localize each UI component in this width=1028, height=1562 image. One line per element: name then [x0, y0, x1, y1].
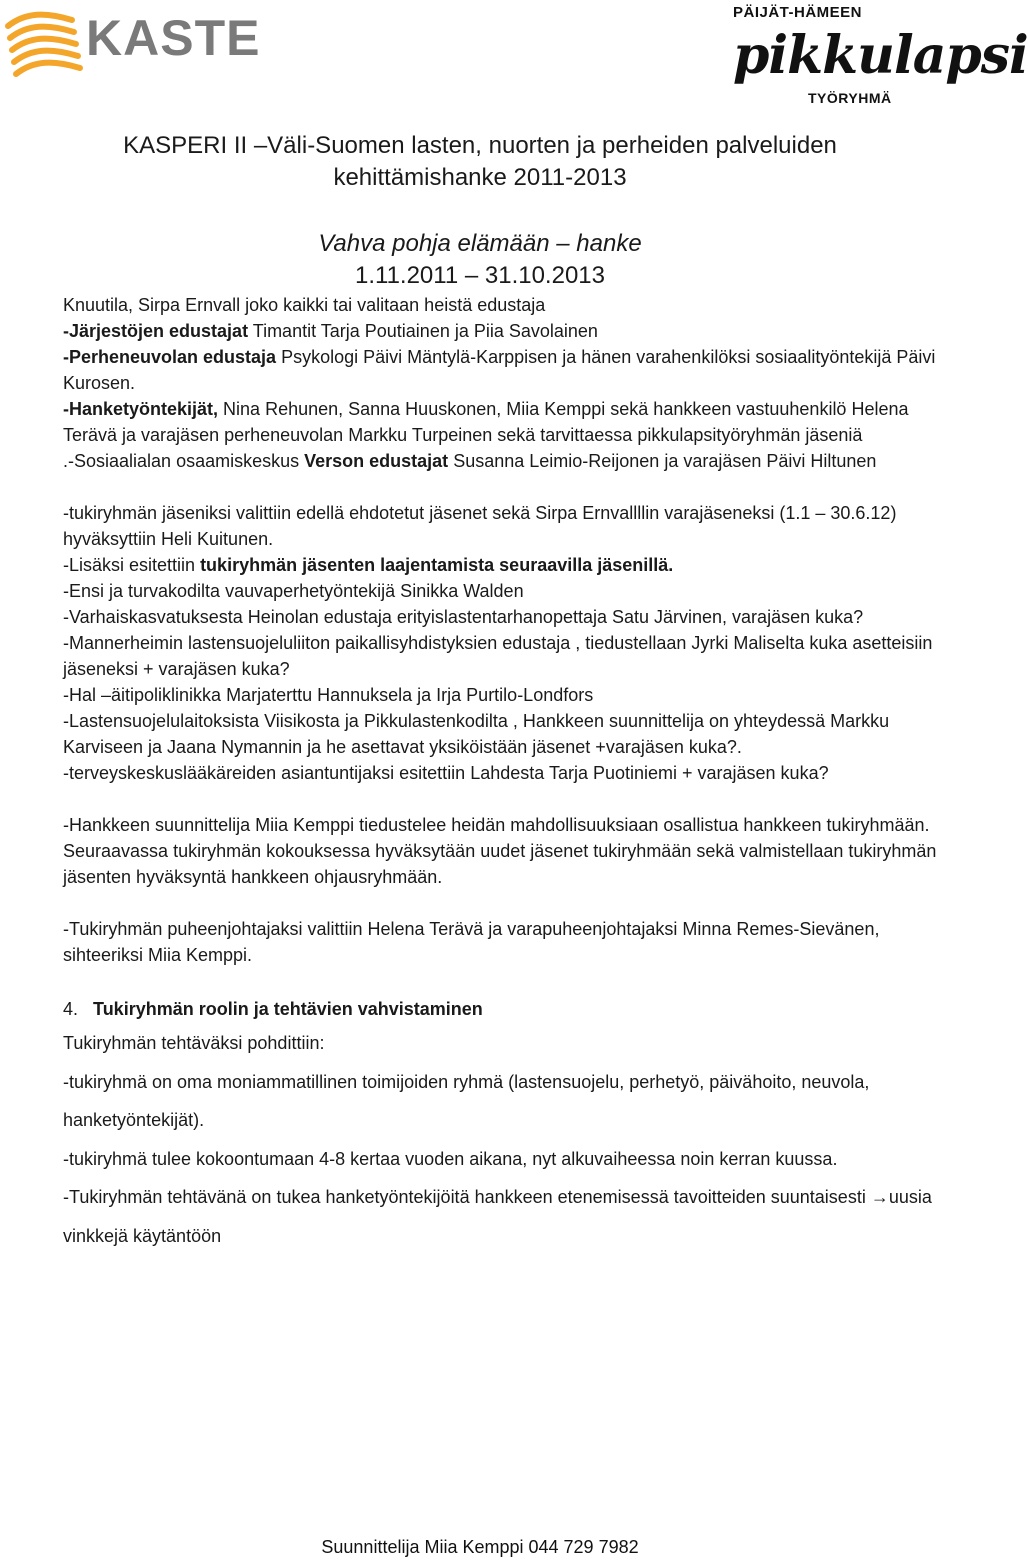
paragraph-text: Susanna Leimio-Reijonen ja varajäsen Päivi Hiltunen [448, 451, 877, 471]
paragraph: Tukiryhmän tehtäväksi pohdittiin: [63, 1033, 325, 1053]
paragraph-text: Nina Rehunen, Sanna Huuskonen, Miia Kemppi sekä hankkeen vastuuhenkilö Helena Terävä ja varajäsen perheneuvolan Markku Turpeinen sekä tarvittaessa pikkulapsityöryhmän jäseniä [63, 399, 909, 445]
bold-label: -Perheneuvolan edustaja [63, 347, 277, 367]
paragraph: -Hal –äitipoliklinikka Marjaterttu Hannuksela ja Irja Purtilo-Londfors [63, 685, 594, 705]
document-body [63, 292, 953, 1255]
paragraph: -Mannerheimin lastensuojeluliiton paikallisyhdistyksien edustaja , tiedustellaan Jyrki Maliselta kuka asetteisiin jäseneksi + varajäsen kuka? [63, 633, 933, 679]
list-item: -tukiryhmä tulee kokoontumaan 4-8 kertaa vuoden aikana, nyt alkuvaiheessa noin kerran kuussa. [63, 1148, 838, 1169]
kaste-wave-icon [6, 8, 86, 78]
arrow-right-icon: → [870, 1187, 889, 1207]
bold-label: tukiryhmän jäsenten laajentamista seuraavilla jäsenillä. [200, 555, 674, 575]
paragraph-text: Timantit Tarja Poutiainen ja Piia Savolainen [248, 321, 598, 341]
bold-label: -Järjestöjen edustajat [63, 321, 249, 341]
paragraph: -Tukiryhmän puheenjohtajaksi valittiin Helena Terävä ja varapuheenjohtajaksi Minna Remes-Sievänen, sihteeriksi Miia Kemppi. [63, 919, 880, 965]
paragraph-text: -Tukiryhmän tehtävänä on tukea hanketyöntekijöitä hankkeen etenemisessä tavoitteiden suuntaisesti [63, 1187, 871, 1207]
document-title-line2: kehittämishanke 2011-2013 [333, 164, 627, 191]
kaste-logo-text: KASTE [86, 10, 261, 66]
paragraph-text: uusia vinkkejä käytäntöön [63, 1187, 932, 1246]
paragraph [63, 396, 953, 448]
pikku-logo-group: TYÖRYHMÄ [808, 90, 892, 106]
paragraph: -terveyskeskuslääkäreiden asiantuntijaksi esitettiin Lahdesta Tarja Puotiniemi + varajäsen kuka? [63, 763, 829, 783]
paragraph [63, 552, 953, 578]
bold-label: Verson edustajat [304, 451, 449, 471]
paragraph: Knuutila, Sirpa Ernvall joko kaikki tai valitaan heistä edustaja [63, 295, 546, 315]
paragraph [63, 318, 953, 344]
paragraph-text: Psykologi Päivi Mäntylä-Karppisen ja hänen varahenkilöksi sosiaalityöntekijä Päivi Kurosen. [63, 347, 936, 393]
section-heading [63, 994, 953, 1024]
document-title-line1: KASPERI II –Väli-Suomen lasten, nuorten ja perheiden palveluiden [123, 132, 837, 159]
pikku-logo-region: PÄIJÄT-HÄMEEN [733, 4, 863, 21]
paragraph: -Lastensuojelulaitoksista Viisikosta ja Pikkulastenkodilta , Hankkeen suunnittelija on yhteydessä Markku Karviseen ja Jaana Nymannin ja he asettavat yksiköistään jäsenet +varajäsen kuka?. [63, 711, 890, 757]
section-number: 4. [63, 999, 79, 1019]
paragraph: -Varhaiskasvatuksesta Heinolan edustaja erityislastentarhanopettaja Satu Järvinen, varajäsen kuka? [63, 607, 864, 627]
document-subtitle: Vahva pohja elämään – hanke [318, 230, 642, 257]
paragraph [63, 448, 953, 474]
paragraph-text: .-Sosiaalialan osaamiskeskus [63, 451, 305, 471]
list-item: -tukiryhmä on oma moniammatillinen toimijoiden ryhmä (lastensuojelu, perhetyö, päivähoito, neuvola, hanketyöntekijät). [63, 1071, 870, 1130]
list-item [63, 1178, 953, 1255]
footer-contact: Suunnittelija Miia Kemppi 044 729 7982 [321, 1537, 639, 1557]
paragraph [63, 344, 953, 396]
paragraph: -Hankkeen suunnittelija Miia Kemppi tiedustelee heidän mahdollisuuksiaan osallistua hankkeen tukiryhmään. Seuraavassa tukiryhmän kokouksessa hyväksytään uudet jäsenet tukiryhmään sekä valmistellaan tukiryhmän jäsenten hyväksyntä hankkeen ohjausryhmään. [63, 815, 937, 887]
project-dates: 1.11.2011 – 31.10.2013 [354, 262, 605, 289]
paragraph: -tukiryhmän jäseniksi valittiin edellä ehdotetut jäsenet sekä Sirpa Ernvallllin varajäseneksi (1.1 – 30.6.12) hyväksyttiin Heli Kuitunen. [63, 503, 897, 549]
section-title: Tukiryhmän roolin ja tehtävien vahvistaminen [93, 999, 483, 1019]
paragraph: -Ensi ja turvakodilta vauvaperhetyöntekijä Sinikka Walden [63, 581, 524, 601]
pikku-logo-script: pikkulapsi [733, 25, 1028, 86]
bold-label: -Hanketyöntekijät, [63, 399, 219, 419]
paragraph-text: -Lisäksi esitettiin [63, 555, 201, 575]
